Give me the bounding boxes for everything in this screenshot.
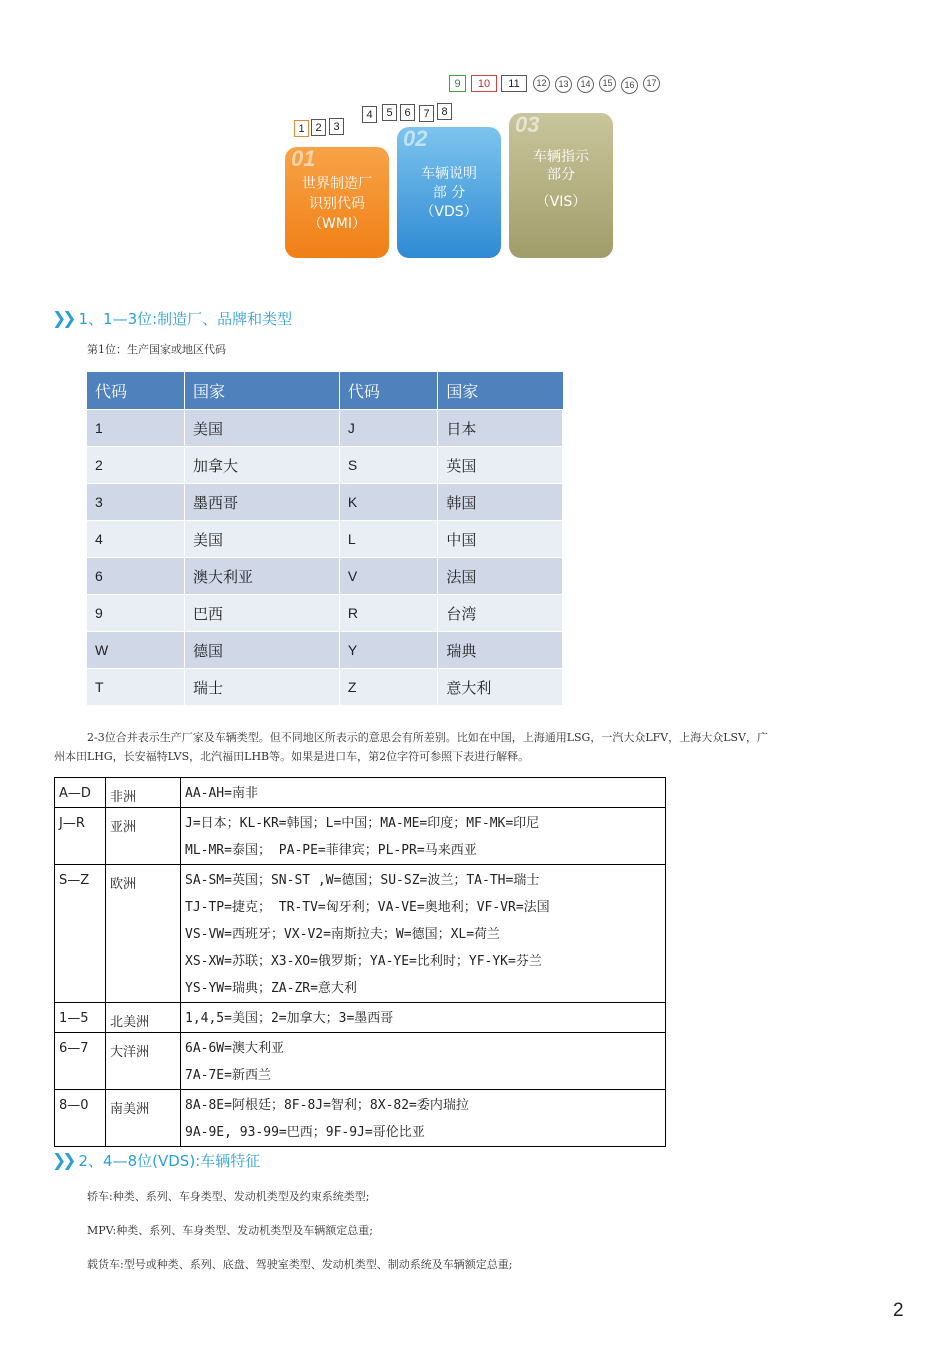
detail-line: YS-YW=瑞典；ZA-ZR=意大利 — [185, 981, 357, 996]
detail-line: ML-MR=泰国； PA-PE=菲律宾；PL-PR=马来西亚 — [185, 843, 477, 858]
table-cell: 澳大利亚 — [185, 558, 340, 595]
wmi-card — [285, 147, 389, 258]
table-header: 国家 — [438, 372, 563, 410]
table-cell: S — [339, 447, 438, 484]
card-line: 车辆指示 — [533, 149, 589, 165]
card-line: 部 分 — [432, 185, 466, 201]
table-cell: 9 — [87, 595, 185, 632]
table-row — [55, 1003, 666, 1033]
digit-box-3: 3 — [329, 118, 344, 135]
detail-line: AA-AH=南非 — [185, 786, 258, 801]
digit-circle-13: 13 — [555, 76, 572, 93]
region-cell: 亚洲 — [106, 808, 181, 865]
table-cell: L — [339, 521, 438, 558]
card-line: 部分 — [547, 167, 575, 183]
card-line: 世界制造厂 — [302, 176, 372, 192]
detail-cell — [181, 778, 666, 808]
table-row — [55, 1090, 666, 1147]
table-cell: 6 — [87, 558, 185, 595]
detail-line: J=日本；KL-KR=韩国；L=中国；MA-ME=印度；MF-MK=印尼 — [185, 816, 540, 831]
table-row — [87, 669, 563, 706]
table-cell: 加拿大 — [185, 447, 340, 484]
section1-heading — [52, 308, 292, 329]
vin-structure-diagram — [280, 70, 680, 265]
table-cell: 瑞士 — [185, 669, 340, 706]
range-cell: A—D — [55, 778, 106, 808]
detail-line: 9A-9E, 93-99=巴西；9F-9J=哥伦比亚 — [185, 1125, 425, 1140]
section2-title: 2、4—8位(VDS):车辆特征 — [78, 1152, 261, 1170]
table-row — [55, 808, 666, 865]
detail-line: XS-XW=苏联；X3-XO=俄罗斯；YA-YE=比利时；YF-YK=芬兰 — [185, 954, 542, 969]
detail-line: VS-VW=西班牙；VX-V2=南斯拉夫；W=德国；XL=荷兰 — [185, 927, 501, 942]
table-cell: 英国 — [438, 447, 563, 484]
chevron-right-icon: ❯❯ — [52, 1150, 73, 1171]
paragraph-line: 轿车:种类、系列、车身类型、发动机类型及约束系统类型; — [87, 1190, 370, 1203]
digit-box-10: 10 — [471, 75, 497, 92]
region-cell: 北美洲 — [106, 1003, 181, 1033]
detail-line: SA-SM=英国；SN-ST ,W=德国；SU-SZ=波兰；TA-TH=瑞士 — [185, 873, 540, 888]
paragraph-line: MPV:种类、系列、车身类型、发动机类型及车辆额定总重; — [87, 1224, 373, 1237]
detail-line: 6A-6W=澳大利亚 — [185, 1041, 284, 1056]
table-cell: 美国 — [185, 521, 340, 558]
range-cell: 8—0 — [55, 1090, 106, 1147]
table-row — [87, 632, 563, 669]
detail-line: 1,4,5=美国；2=加拿大；3=墨西哥 — [185, 1011, 394, 1026]
region-cell: 大洋洲 — [106, 1033, 181, 1090]
table-row — [55, 1033, 666, 1090]
table-cell: 瑞典 — [438, 632, 563, 669]
detail-line: TJ-TP=捷克； TR-TV=匈牙利；VA-VE=奥地利；VF-VR=法国 — [185, 900, 550, 915]
page-number: 2 — [893, 1300, 904, 1321]
table-row — [87, 558, 563, 595]
detail-line: 7A-7E=新西兰 — [185, 1068, 271, 1083]
section1-title: 1、1—3位:制造厂、品牌和类型 — [78, 310, 293, 328]
paragraph-line: 州本田LHG，长安福特LVS，北汽福田LHB等。如果是进口车，第2位字符可参照下表进行解释。 — [54, 750, 530, 763]
card-number: 02 — [403, 126, 428, 151]
table-cell: 2 — [87, 447, 185, 484]
card-line: （VIS） — [535, 194, 587, 210]
digit-box-11: 11 — [501, 75, 527, 92]
table-row — [55, 778, 666, 808]
digit-box-9: 9 — [449, 75, 466, 92]
card-number: 01 — [291, 146, 316, 171]
digit-box-7: 7 — [419, 105, 434, 122]
section1-caption: 第1位：生产国家或地区代码 — [87, 343, 226, 356]
digit-circle-15: 15 — [599, 75, 616, 92]
digit-circle-14: 14 — [577, 76, 594, 93]
table-cell: 1 — [87, 410, 185, 447]
range-cell: S—Z — [55, 865, 106, 1003]
range-cell: J—R — [55, 808, 106, 865]
table-cell: 巴西 — [185, 595, 340, 632]
table-header: 国家 — [185, 372, 340, 410]
detail-cell — [181, 1090, 666, 1147]
range-cell: 1—5 — [55, 1003, 106, 1033]
digit-box-6: 6 — [400, 104, 415, 121]
country-code-table — [87, 372, 563, 705]
table-cell: V — [339, 558, 438, 595]
paragraph-line: 2-3位合并表示生产厂家及车辆类型。但不同地区所表示的意思会有所差别。比如在中国，上海通用LSG，一汽大众LFV，上海大众LSV，广 — [87, 731, 769, 744]
table-cell: J — [339, 410, 438, 447]
region-cell: 南美洲 — [106, 1090, 181, 1147]
region-cell: 非洲 — [106, 778, 181, 808]
digit-circle-12: 12 — [533, 75, 550, 92]
table-row — [55, 865, 666, 1003]
table-cell: T — [87, 669, 185, 706]
region-code-table — [54, 777, 666, 1147]
chevron-right-icon: ❯❯ — [52, 308, 73, 329]
table-cell: 4 — [87, 521, 185, 558]
table-row — [87, 484, 563, 521]
table-header: 代码 — [339, 372, 438, 410]
table-cell: R — [339, 595, 438, 632]
vds-card — [397, 127, 501, 258]
digit-box-4: 4 — [362, 106, 377, 123]
table-cell: 韩国 — [438, 484, 563, 521]
table-cell: Z — [339, 669, 438, 706]
table-row — [87, 595, 563, 632]
table-row — [87, 410, 563, 447]
card-line: 车辆说明 — [421, 166, 477, 182]
table-row — [87, 447, 563, 484]
card-line: 识别代码 — [309, 196, 365, 212]
detail-cell — [181, 865, 666, 1003]
table-cell: 德国 — [185, 632, 340, 669]
table-cell: 美国 — [185, 410, 340, 447]
card-number: 03 — [515, 112, 540, 137]
table-cell: 法国 — [438, 558, 563, 595]
table-cell: W — [87, 632, 185, 669]
digit-box-5: 5 — [382, 104, 397, 121]
table-cell: K — [339, 484, 438, 521]
card-line: （VDS） — [420, 204, 478, 220]
range-cell: 6—7 — [55, 1033, 106, 1090]
vis-card — [509, 113, 613, 258]
detail-line: 8A-8E=阿根廷；8F-8J=智利；8X-82=委内瑞拉 — [185, 1098, 469, 1113]
detail-cell — [181, 1003, 666, 1033]
table-header: 代码 — [87, 372, 185, 410]
digit-circle-16: 16 — [621, 77, 638, 94]
card-line: （WMI） — [307, 216, 367, 232]
digit-box-1: 1 — [294, 120, 309, 137]
digit-box-8: 8 — [437, 103, 452, 120]
table-cell: 中国 — [438, 521, 563, 558]
table-cell: 日本 — [438, 410, 563, 447]
table-cell: 台湾 — [438, 595, 563, 632]
detail-cell — [181, 808, 666, 865]
digit-box-2: 2 — [311, 119, 326, 136]
paragraph-line: 载货车:型号或种类、系列、底盘、驾驶室类型、发动机类型、制动系统及车辆额定总重; — [87, 1258, 513, 1271]
table-cell: 意大利 — [438, 669, 563, 706]
section2-heading — [52, 1150, 260, 1171]
table-row — [87, 521, 563, 558]
table-cell: 3 — [87, 484, 185, 521]
region-cell: 欧洲 — [106, 865, 181, 1003]
detail-cell — [181, 1033, 666, 1090]
table-header-row — [87, 372, 563, 410]
table-cell: 墨西哥 — [185, 484, 340, 521]
digit-circle-17: 17 — [643, 75, 660, 92]
table-cell: Y — [339, 632, 438, 669]
